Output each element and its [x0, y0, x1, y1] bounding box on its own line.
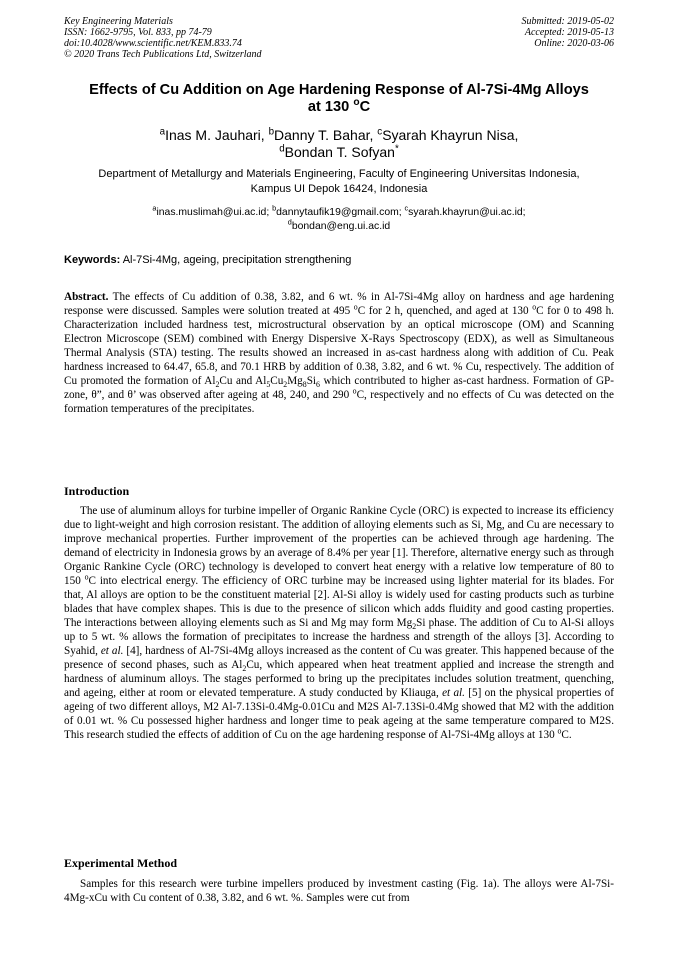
- title-line-2: at 130 $^o$C: [307, 97, 371, 115]
- author-c: $^c$Syarah Khayrun Nisa,: [377, 126, 519, 143]
- experimental-paragraph: Samples for this research were turbine impellers produced by investment casting (Fig. 1a). The alloys were Al-7Si-4Mg-xCu with Cu content of 0.38, 3.82, and 6 wt. %. Samples were cut from: [64, 878, 614, 904]
- email-b: $^b$dannytaufik19@gmail.com;: [272, 203, 405, 218]
- abstract-label: Abstract.: [64, 291, 109, 303]
- abstract: Abstract. The effects of Cu addition of 0.38, 3.82, and 6 wt. % in Al-7Si-4Mg alloy on hardness and age hardening response were discussed. Samples were solution treated at 495 $^o$C for 2 h, quenched, and aged at 130 $^o$C for 0 to 498 h. Characterization included hardness test, microstructural observation by an optical microscope (OM) and Scanning Electron Microscope (SEM) combined with Energy Dispersive X-Rays Spectroscopy (EDX), as well as Simultaneous Thermal Analysis (STA) testing. The results showed an increased in as-cast hardness along with addition of Cu. Peak hardness increased to 64.47, 65.8, and 70.1 HRB by addition of 0.38, 3.82, and 6 wt. % Cu, respectively. The addition of Cu promoted the formation of $Al_2Cu$ and $Al_5Cu_2Mg_8Si_6$ which contributed to higher as-cast hardness. Formation of GP-zone, θ”, and θ’ was observed after ageing at 48, 240, and 290 $^o$C, respectively and no effects of Cu was detected on the formation temperatures of the precipitates.: [64, 291, 614, 415]
- keywords-text: Al-7Si-4Mg, ageing, precipitation strengthening: [120, 254, 352, 266]
- affiliation: Department of Metallurgy and Materials Engineering, Faculty of Engineering Universitas Indonesia, Kampus UI Depok 16424, Indonesia: [98, 168, 580, 195]
- introduction-paragraph: The use of aluminum alloys for turbine impeller of Organic Rankine Cycle (ORC) is expected to increase its efficiency due to light-weight and high corrosion resistant. The addition of alloying elements such as Si, Mg, and Cu are necessary to improve mechanical properties. Further improvement of the properties can be achieved through age hardening. The demand of electricity in Indonesia grows by an average of 8.4% per year [1]. Therefore, alternative energy such as through Organic Rankine Cycle (ORC) technology is developed to convert heat energy with a relative low temperature of 80 to 150 $^o$C into electrical energy. The efficiency of ORC turbine may be increased using lighter material for its blades. For that, Al alloys are option to be the constituent material [2]. Al-Si alloy is widely used for casting products such as turbine blades that have complex shapes. This is due to the presence of silicon which adds fluidity and good casting properties. The interactions between alloying elements such as Si and Mg may form $Mg_2Si$ phase. The addition of Cu to Al-Si alloys up to 5 wt. % allows the formation of precipitates to increase the hardness and strength of the alloys [3]. According to Syahid, et al. [4], hardness of Al-7Si-4Mg alloys increased as the content of Cu was greater. This happened because of the presence of second phases, such as $Al_2Cu$, which appeared when heat treatment applied and increase the strength and hardness of aluminum alloys. The stages performed to bring up the precipitates includes solution treatment, quenching, and ageing, either at room or elevated temperature. A study conducted by Kliauga, et al. [5] on the physical properties of ageing of two different alloys, M2 Al-7.13Si-0.4Mg-0.01Cu and M2S Al-7.13Si-0.4Mg showed that M2 with the addition of 0.01 wt. % Cu possessed higher hardness and longer time to peak ageing at the same temperature compared to M2S. This research studied the effects of addition of Cu on the age hardening response of Al-7Si-4Mg alloys at 130 $^o$C.: [64, 505, 614, 741]
- paper-title: [60, 82, 618, 116]
- journal-doi: doi:10.4028/www.scientific.net/KEM.833.74: [64, 38, 242, 49]
- date-submitted: Submitted: 2019-05-02: [521, 16, 614, 27]
- email-c: $^c$syarah.khayrun@ui.ac.id;: [404, 203, 526, 218]
- email-a: $^a$inas.muslimah@ui.ac.id;: [152, 203, 273, 218]
- keywords: [64, 253, 614, 267]
- journal-name: Key Engineering Materials: [64, 16, 173, 27]
- author-a: $^a$Inas M. Jauhari,: [159, 126, 269, 143]
- keywords-label: Keywords:: [64, 254, 121, 266]
- experimental-heading: Experimental Method: [64, 856, 177, 870]
- date-online: Online: 2020-03-06: [534, 38, 614, 49]
- introduction-heading: Introduction: [64, 484, 130, 498]
- author-d: $^d$Bondan T. Sofyan*: [279, 143, 399, 160]
- title-line-1: Effects of Cu Addition on Age Hardening Response of Al-7Si-4Mg Alloys: [89, 82, 589, 98]
- journal-info: [64, 16, 262, 60]
- journal-issn: ISSN: 1662-9795, Vol. 833, pp 74-79: [64, 27, 212, 38]
- email-d: $^d$bondan@eng.ui.ac.id: [287, 217, 391, 232]
- author-b: $^b$Danny T. Bahar,: [268, 126, 378, 143]
- journal-copyright: © 2020 Trans Tech Publications Ltd, Switzerland: [64, 49, 262, 60]
- date-accepted: Accepted: 2019-05-13: [524, 27, 614, 38]
- submission-dates: [522, 16, 615, 49]
- author-emails: [60, 203, 618, 234]
- author-list: [60, 127, 618, 161]
